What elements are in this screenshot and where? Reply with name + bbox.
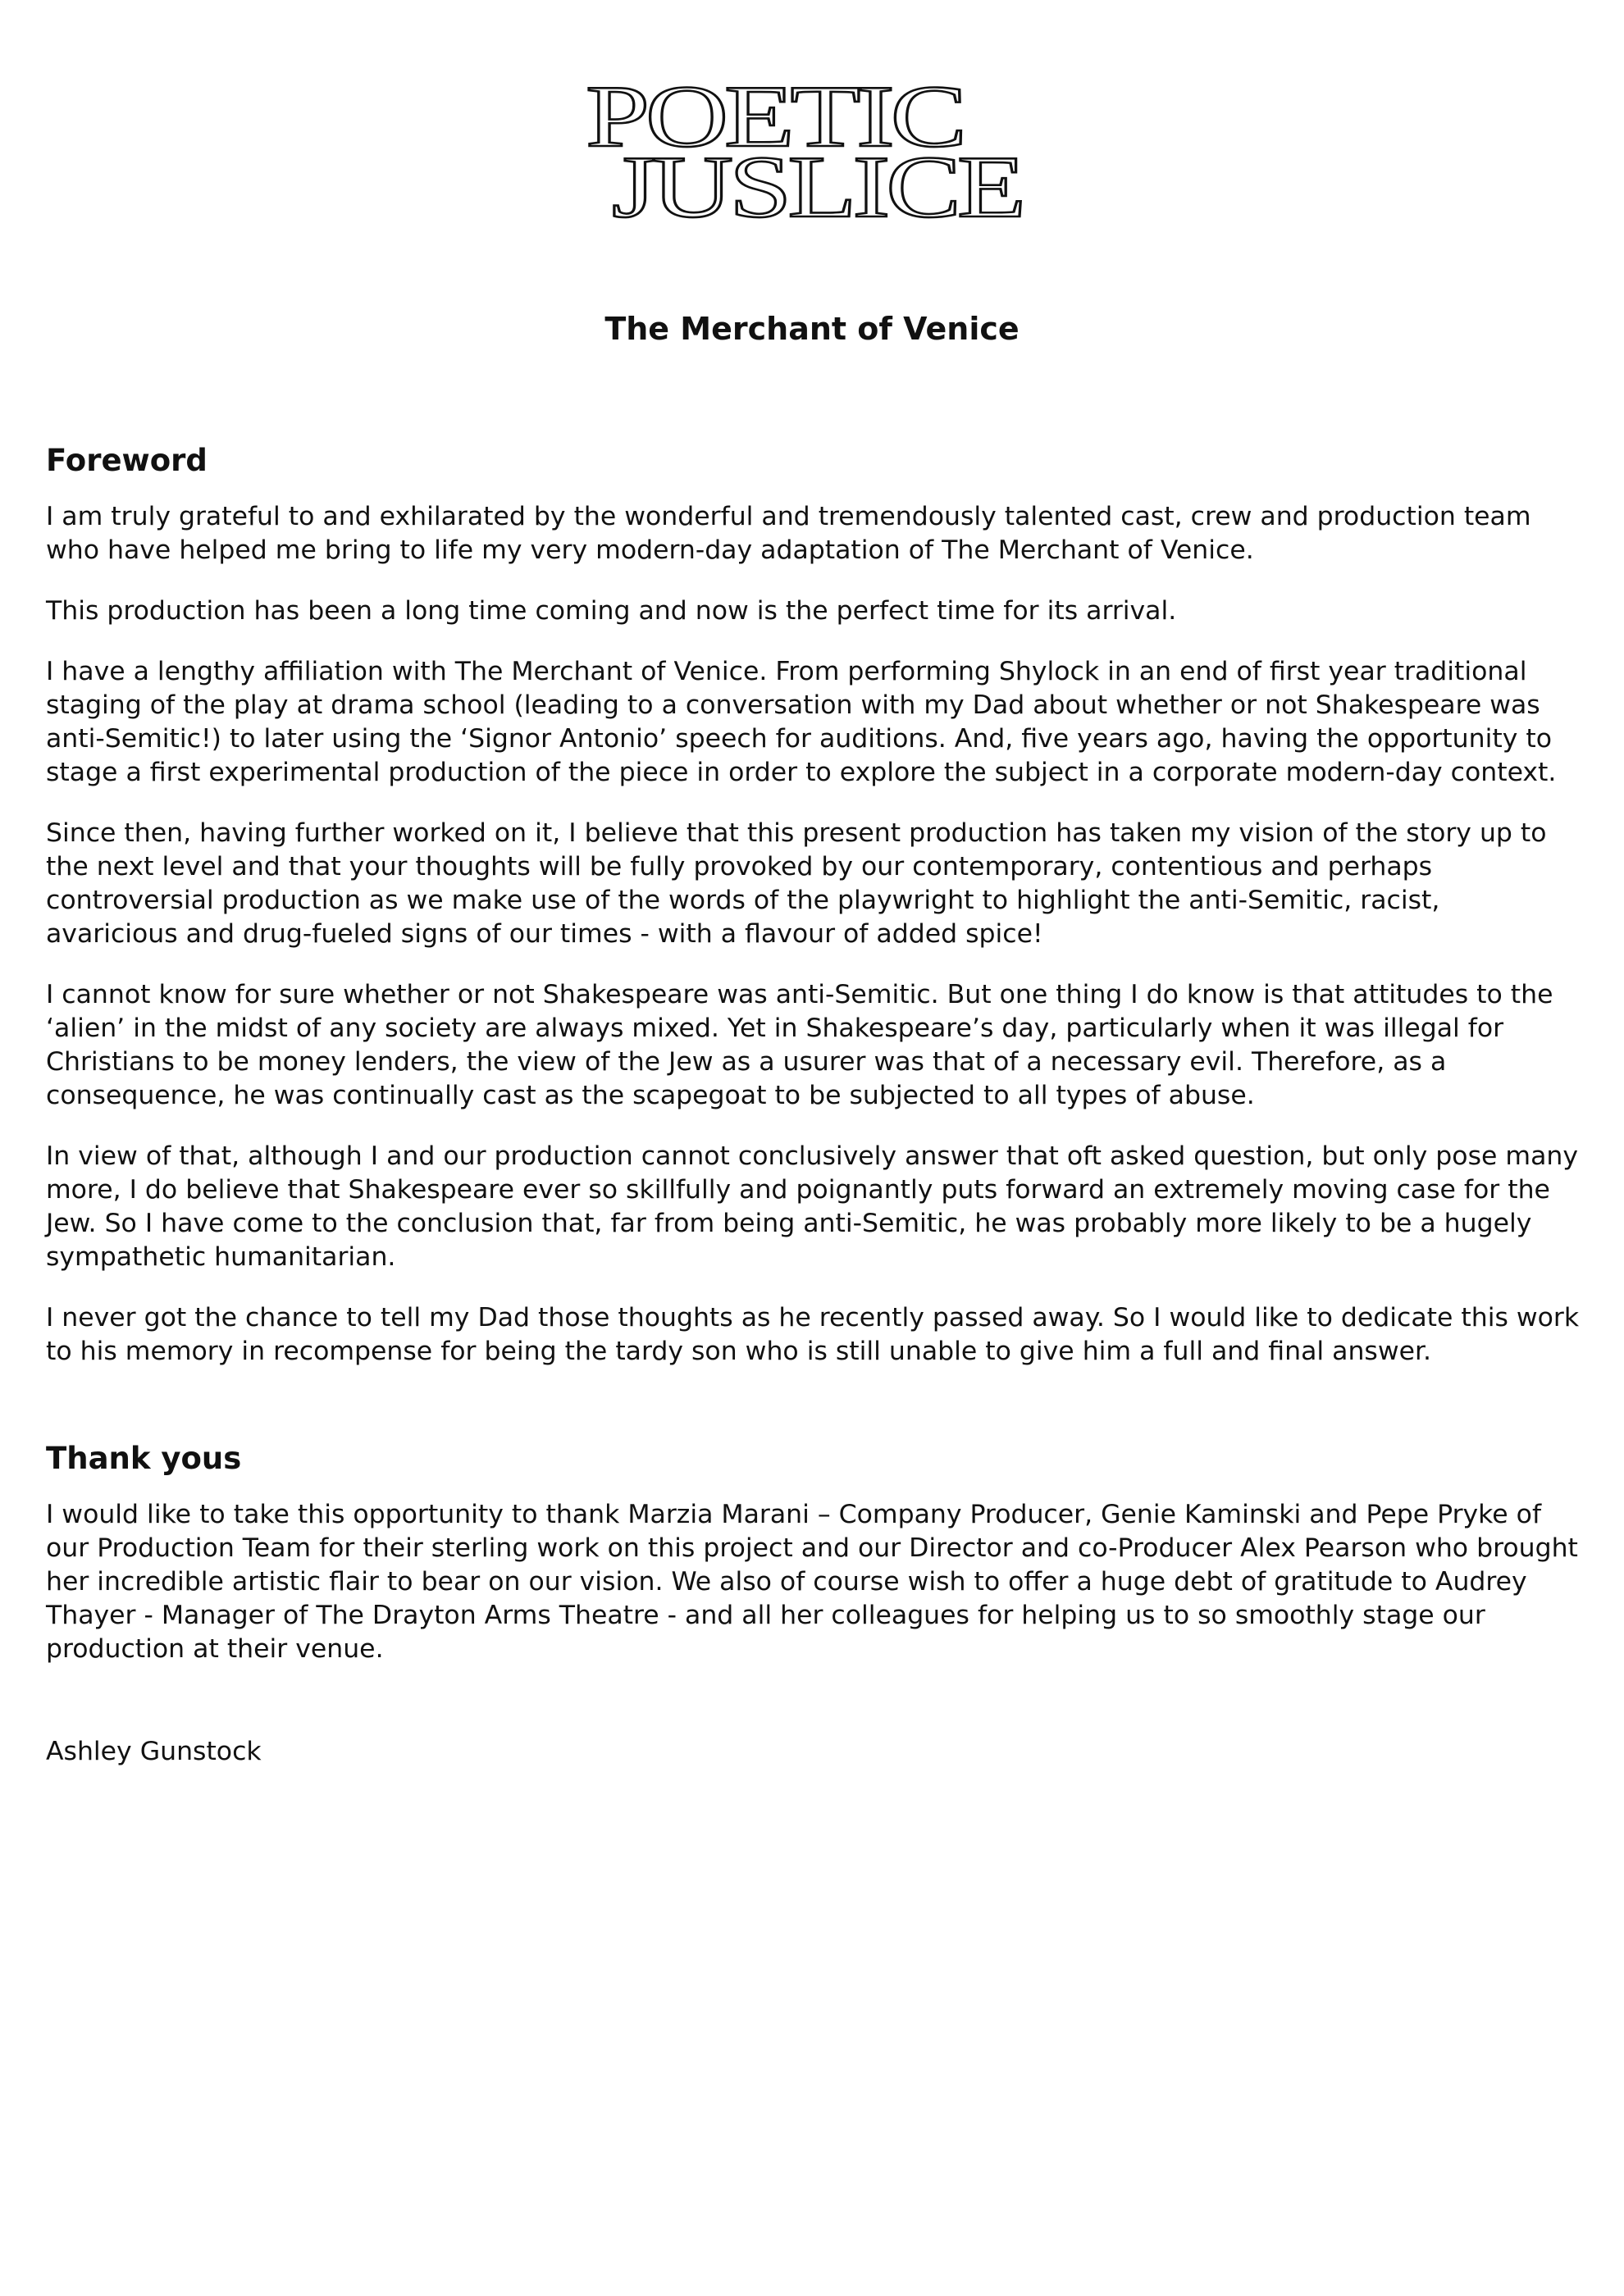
foreword-paragraph: This production has been a long time coming and now is the perfect time for its arrival. xyxy=(46,596,1177,626)
logo-line-2: JUSLICE xyxy=(612,139,1022,223)
logo-wordmark xyxy=(584,75,1027,223)
thank-yous-heading: Thank yous xyxy=(46,1441,242,1476)
poetic-justice-logo xyxy=(584,75,1027,223)
foreword-paragraph: Since then, having further worked on it, I believe that this present production has taken my vision of the story up to the next level and that your thoughts will be fully provoked by our contemporary, contentious and perhaps controversial production as we make use of the words of the playwright to highlight the anti-Semitic, racist, avaricious and drug-fueled signs of our times - with a flavour of added spice! xyxy=(46,818,1547,949)
thank-yous-section xyxy=(46,1437,1580,1666)
thank-yous-paragraph: I would like to take this opportunity to thank Marzia Marani – Company Producer, Genie Kaminski and Pepe Pryke of our Production Team for their sterling work on this project and our Director and co-Producer Alex Pearson who brought her incredible artistic flair to bear on our vision. We also of course wish to offer a huge debt of gratitude to Audrey Thayer - Manager of The Drayton Arms Theatre - and all her colleagues for helping us to so smoothly stage our production at their venue. xyxy=(46,1500,1578,1664)
foreword-section xyxy=(46,440,1580,1369)
document-body xyxy=(46,440,1580,1796)
foreword-paragraph: I have a lengthy affiliation with The Merchant of Venice. From performing Shylock in an end of first year traditional staging of the play at drama school (leading to a conversation with my Dad about whether or not Shakespeare was anti-Semitic!) to later using the ‘Signor Antonio’ speech for auditions. And, five years ago, having the opportunity to stage a first experimental production of the piece in order to explore the subject in a corporate modern-day context. xyxy=(46,657,1557,787)
foreword-paragraph: I am truly grateful to and exhilarated by the wonderful and tremendously talented cast, crew and production team who have helped me bring to life my very modern-day adaptation of The Merchant of Venice. xyxy=(46,502,1531,565)
foreword-paragraph: I never got the chance to tell my Dad those thoughts as he recently passed away. So I would like to dedicate this work to his memory in recompense for being the tardy son who is still unable to give him a full and final answer. xyxy=(46,1303,1580,1366)
document-title: The Merchant of Venice xyxy=(604,311,1020,347)
logo-line-1: POETIC xyxy=(586,75,963,166)
foreword-paragraph: I cannot know for sure whether or not Shakespeare was anti-Semitic. But one thing I do know is that attitudes to the ‘alien’ in the midst of any society are always mixed. Yet in Shakespeare’s day, particularly when it was illegal for Christians to be money lenders, the view of the Jew as a usurer was that of a necessary evil. Therefore, as a consequence, he was continually cast as the scapegoat to be subjected to all types of abuse. xyxy=(46,980,1553,1110)
foreword-heading: Foreword xyxy=(46,443,208,478)
foreword-paragraph: In view of that, although I and our production cannot conclusively answer that oft asked question, but only pose many more, I do believe that Shakespeare ever so skillfully and poignantly puts forward an extremely moving case for the Jew. So I have come to the conclusion that, far from being anti-Semitic, he was probably more likely to be a hugely sympathetic humanitarian. xyxy=(46,1141,1578,1272)
author-signature: Ashley Gunstock xyxy=(46,1737,262,1766)
